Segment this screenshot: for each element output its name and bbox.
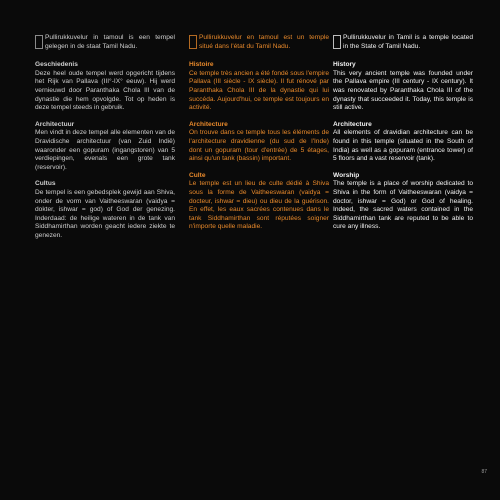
section-text-architecture: All elements of dravidian architecture can be found in this temple (situated in the South of India) as well as a gopuram (entrance tower) of 5 floors and a vast reservoir (tank). bbox=[333, 129, 473, 163]
drop-cap-box-icon bbox=[189, 35, 197, 49]
section-heading-worship: Culte bbox=[189, 171, 206, 179]
intro-text: Pullirukkuvelur in Tamil is a temple located in the State of Tamil Nadu. bbox=[343, 34, 473, 50]
intro-text: Pullirukkuvelur en tamoul est un temple situé dans l'état du Tamil Nadu. bbox=[199, 34, 329, 50]
intro-english bbox=[333, 34, 473, 51]
section-heading-architecture: Architecture bbox=[333, 120, 372, 128]
section-text-worship: Le temple est un lieu de culte dédié à Shiva sous la forme de Vaitheeswaran (vaidya = docteur, ishwar = dieu) ou dieu de la guérison. En effet, les eaux sacrées contenues dans le tank Siddhamirthan sont réputées soigner n'importe quelle maladie. bbox=[189, 180, 329, 231]
intro-dutch bbox=[35, 34, 175, 51]
drop-cap-box-icon bbox=[333, 35, 341, 49]
section-text-worship: The temple is a place of worship dedicated to Shiva in the form of Vaitheeswaran (vaidya = doctor, ishwar = God) or God of healing. Indeed, the sacred waters contained in the Siddhamirthan tank are reputed to be able to cure any illness. bbox=[333, 180, 473, 231]
section-heading-history: History bbox=[333, 61, 356, 69]
section-heading-architecture: Architectuur bbox=[35, 120, 75, 128]
page-number: 87 bbox=[481, 469, 487, 475]
section-text-architecture: Men vindt in deze tempel alle elementen van de Dravidische architectuur (van Zuid Indië) waaronder een gopuram (ingangstoren) van 5 verdiepingen, evenals een grote tank (reservoir). bbox=[35, 129, 175, 171]
section-text-history: Ce temple très ancien a été fondé sous l'empire Pallava (III siècle - IX siècle). Il fut rénové par Paranthaka Chola III de la dynastie qui lui succéda. Aujourd'hui, ce temple est toujours en activité. bbox=[189, 69, 329, 112]
intro-text: Pullirukkuvelur in tamoul is een tempel gelegen in de staat Tamil Nadu. bbox=[45, 34, 175, 50]
french-column bbox=[189, 34, 329, 240]
section-text-history: Deze heel oude tempel werd opgericht tijdens het Rijk van Pallava (III°-IX° eeuw). Hij werd vernieuwd door Paranthaka Chola III van de dynastie die hem opvolgde. Tot op heden is deze tempel steeds in gebruik. bbox=[35, 69, 175, 112]
section-heading-worship: Worship bbox=[333, 171, 360, 179]
section-heading-history: Geschiedenis bbox=[35, 61, 78, 69]
dutch-column bbox=[35, 34, 175, 248]
section-heading-history: Histoire bbox=[189, 61, 214, 69]
section-heading-worship: Cultus bbox=[35, 180, 56, 188]
section-text-history: This very ancient temple was founded under the Pallava empire (III century - IX century). It was renovated by Paranthaka Chola III of the dynasty that succeeded it. Today, this temple is still active. bbox=[333, 69, 473, 112]
drop-cap-box-icon bbox=[35, 35, 43, 49]
section-heading-architecture: Architecture bbox=[189, 120, 228, 128]
section-text-architecture: On trouve dans ce temple tous les éléments de l'architecture dravidienne (du sud de l'Inde) dont un gopuram (tour d'entrée) de 5 étages, ainsi qu'un tank (bassin) important. bbox=[189, 129, 329, 163]
english-column bbox=[333, 34, 473, 240]
intro-french bbox=[189, 34, 329, 51]
section-text-worship: De tempel is een gebedsplek gewijd aan Shiva, onder de vorm van Vaitheeswaran (vaidya = dokter, ishwar = god) of God der genezing. Inderdaad: de heilige wateren in de tank van Siddhamirthan worden geacht iedere ziekte te genezen. bbox=[35, 188, 175, 239]
